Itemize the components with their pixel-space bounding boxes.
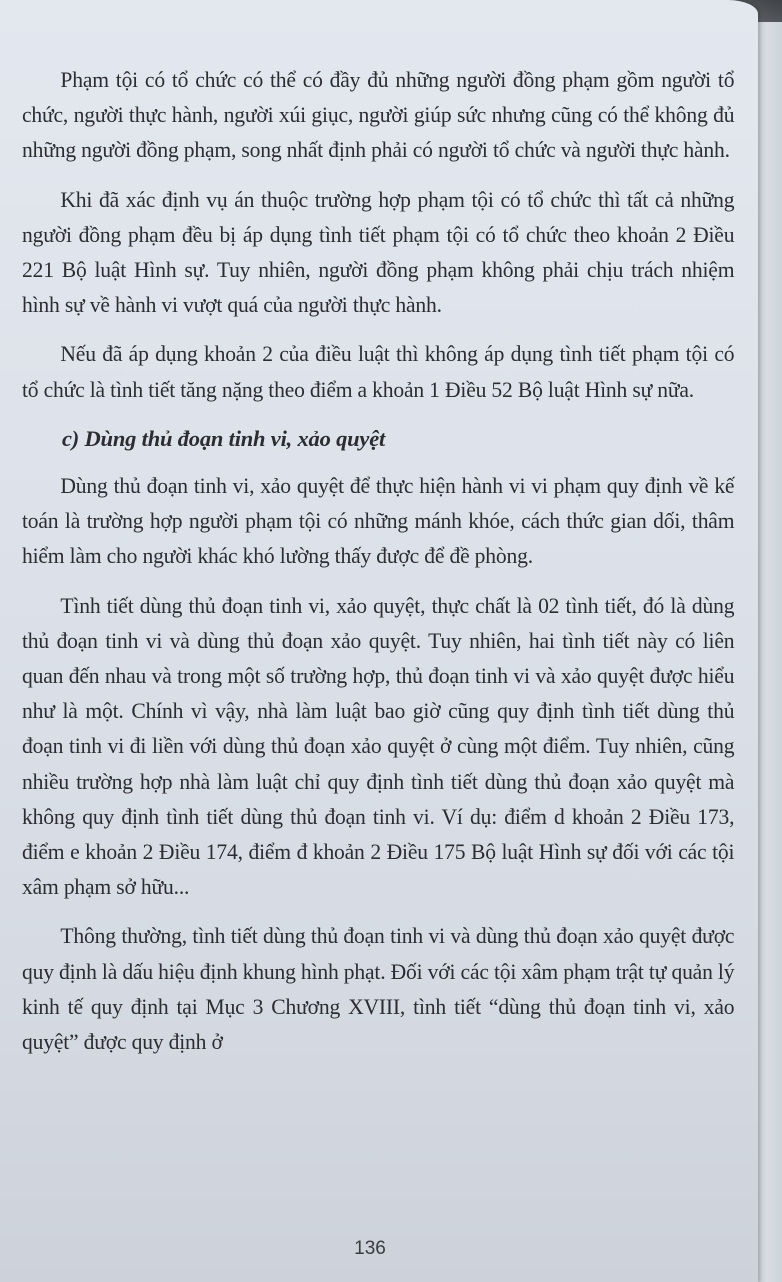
adjacent-page-edge xyxy=(758,22,782,1282)
paragraph-two-circumstances: Tình tiết dùng thủ đoạn tinh vi, xảo quyệt, thực chất là 02 tình tiết, đó là dùng thủ đoạn tinh vi và dùng thủ đoạn xảo quyệt. Tuy nhiên, hai tình tiết này có liên quan đến nhau và trong một số trường hợp, thủ đoạn tinh vi và xảo quyệt được hiểu như là một. Chính vì vậy, nhà làm luật bao giờ cũng quy định tình tiết dùng thủ đoạn tinh vi đi liền với dùng thủ đoạn xảo quyệt ở cùng một điểm. Tuy nhiên, cũng nhiều trường hợp nhà làm luật chỉ quy định tình tiết dùng thủ đoạn xảo quyệt mà không quy định tình tiết dùng thủ đoạn tinh vi. Ví dụ: điểm d khoản 2 Điều 173, điểm e khoản 2 Điều 174, điểm đ khoản 2 Điều 175 Bộ luật Hình sự đối với các tội xâm phạm sở hữu... xyxy=(22,592,735,900)
page-body xyxy=(22,62,734,1073)
paragraph-penalty-framework: Thông thường, tình tiết dùng thủ đoạn tinh vi và dùng thủ đoạn xảo quyệt được quy định là dấu hiệu định khung hình phạt. Đối với các tội xâm phạm trật tự quản lý kinh tế quy định tại Mục 3 Chương XVIII, tình tiết “dùng thủ đoạn tinh vi, xảo quyệt” được quy định ở xyxy=(22,923,735,1055)
paragraph-aggravating-circumstance: Nếu đã áp dụng khoản 2 của điều luật thì không áp dụng tình tiết phạm tội có tổ chức là tình tiết tăng nặng theo điểm a khoản 1 Điều 52 Bộ luật Hình sự nữa. xyxy=(22,341,735,402)
page-number: 136 xyxy=(354,1238,386,1259)
paragraph-sophisticated-tricks-definition: Dùng thủ đoạn tinh vi, xảo quyệt để thực hiện hành vi vi phạm quy định về kế toán là trường hợp người phạm tội có những mánh khóe, cách thức gian dối, thâm hiểm làm cho người khác khó lường thấy được để đề phòng. xyxy=(22,473,735,569)
paragraph-organized-crime-participants: Phạm tội có tổ chức có thể có đầy đủ những người đồng phạm gồm người tổ chức, người thực hành, người xúi giục, người giúp sức nhưng cũng có thể không đủ những người đồng phạm, song nhất định phải có người tổ chức và người thực hành. xyxy=(22,67,735,163)
paragraph-organized-crime-application: Khi đã xác định vụ án thuộc trường hợp phạm tội có tổ chức thì tất cả những người đồng phạm đều bị áp dụng tình tiết phạm tội có tổ chức theo khoản 2 Điều 221 Bộ luật Hình sự. Tuy nhiên, người đồng phạm không phải chịu trách nhiệm hình sự về hành vi vượt quá của người thực hành. xyxy=(22,186,735,318)
section-heading: c) Dùng thủ đoạn tinh vi, xảo quyệt xyxy=(62,425,386,451)
